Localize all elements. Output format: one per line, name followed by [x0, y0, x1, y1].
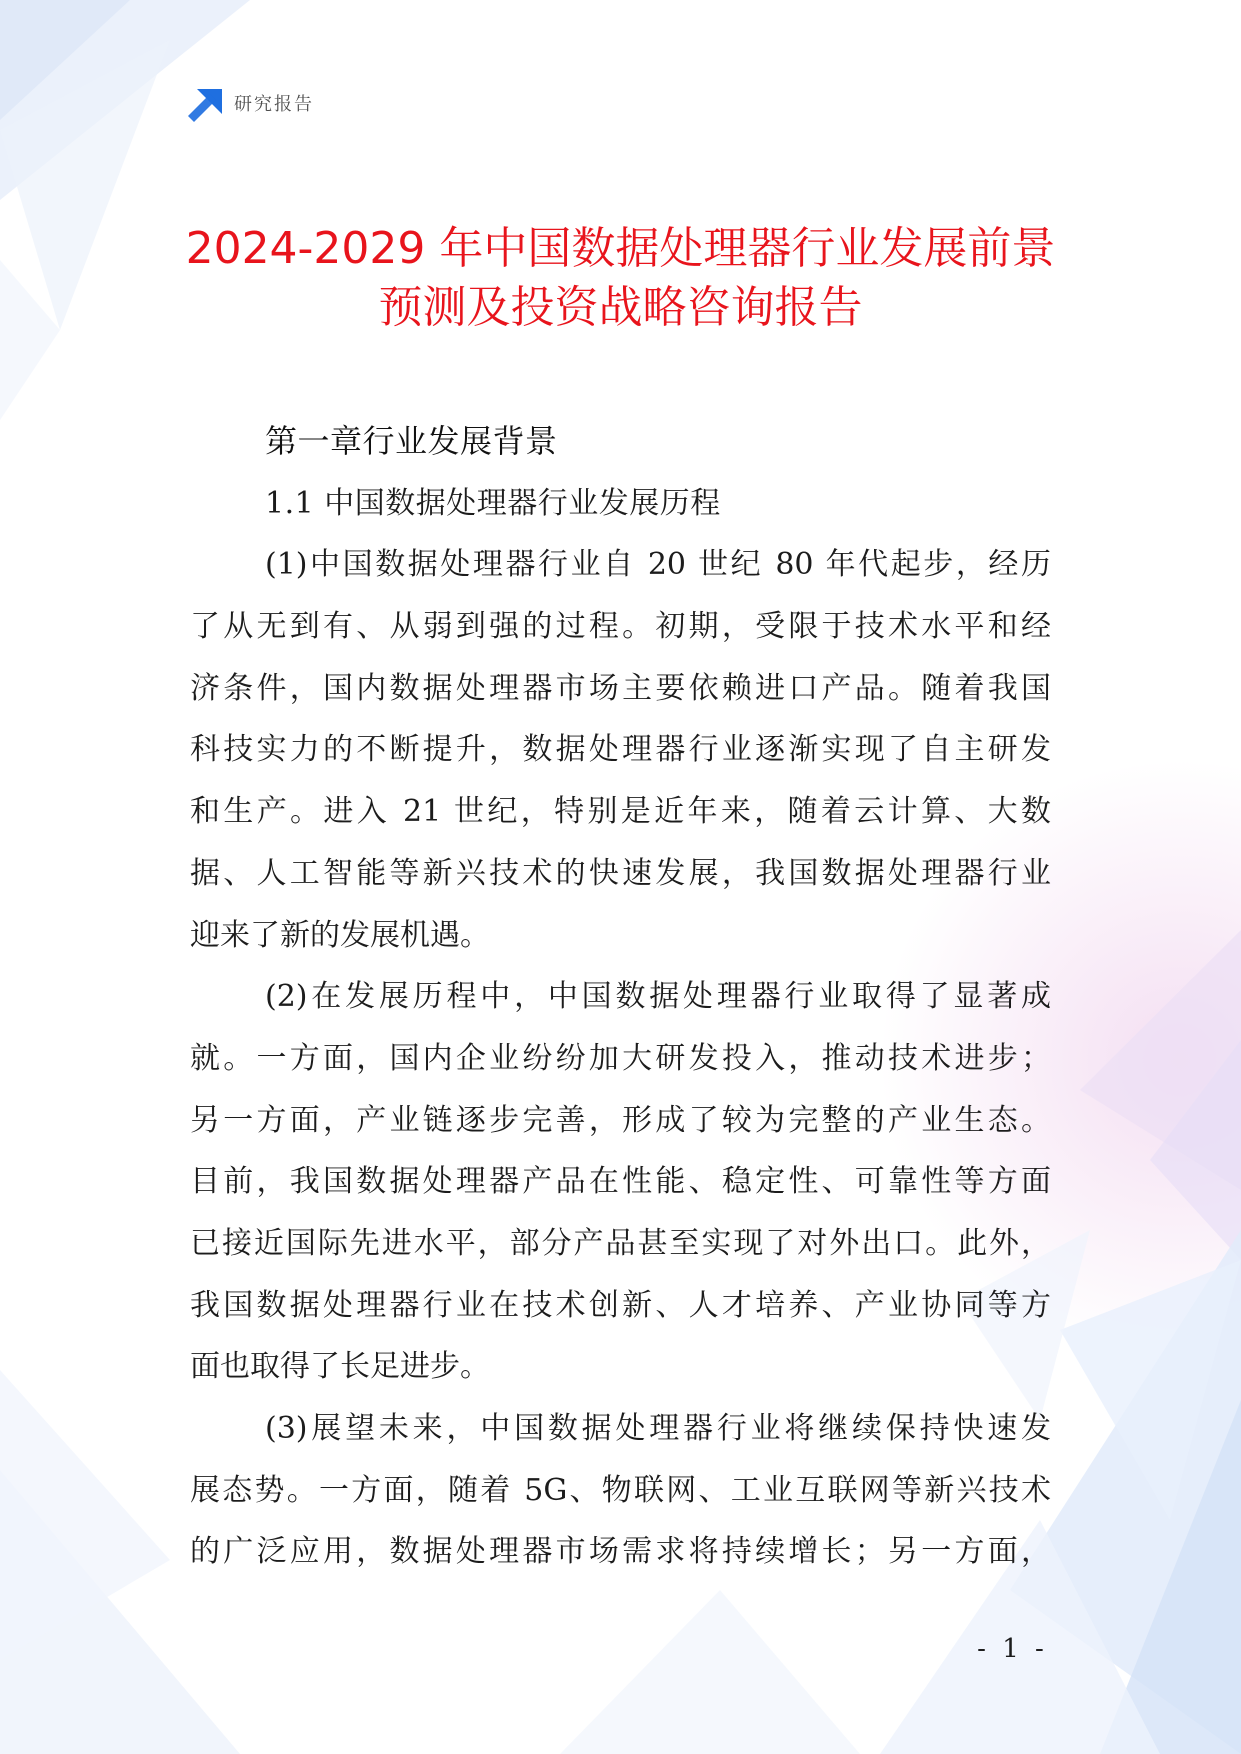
paragraph-line: 和生产。进入 21 世纪，特别是近年来，随着云计算、大数: [190, 794, 1051, 830]
report-title: [0, 219, 1241, 337]
paragraph-line: 另一方面，产业链逐步完善，形成了较为完整的产业生态。: [190, 1102, 1051, 1138]
paragraph-line: 面也取得了长足进步。: [190, 1349, 490, 1385]
header-label: 研究报告: [234, 94, 314, 115]
paragraph-line: (2)在发展历程中，中国数据处理器行业取得了显著成: [265, 979, 1051, 1015]
paragraph-line: 了从无到有、从弱到强的过程。初期，受限于技术水平和经: [190, 609, 1051, 645]
paragraph-line: (1)中国数据处理器行业自 20 世纪 80 年代起步，经历: [265, 547, 1051, 583]
paragraph-line: 就。一方面，国内企业纷纷加大研发投入，推动技术进步；: [190, 1040, 1051, 1076]
paragraph-line: 科技实力的不断提升，数据处理器行业逐渐实现了自主研发: [190, 732, 1051, 768]
paragraph-line: (3)展望未来，中国数据处理器行业将继续保持快速发: [265, 1411, 1051, 1446]
title-line: 2024-2029 年中国数据处理器行业发展前景: [185, 223, 1056, 274]
title-line: 预测及投资战略咨询报告: [378, 282, 863, 333]
document-body: [190, 411, 1051, 1583]
page-number: - 1 -: [977, 1634, 1048, 1664]
chapter-heading: 第一章行业发展背景: [265, 422, 558, 460]
paragraph: [190, 534, 1051, 966]
paragraph-line: 已接近国际先进水平，部分产品甚至实现了对外出口。此外，: [190, 1225, 1051, 1261]
report-header: [188, 88, 314, 122]
paragraph-line: 我国数据处理器行业在技术创新、人才培养、产业协同等方: [190, 1287, 1051, 1323]
paragraph-line: 迎来了新的发展机遇。: [190, 917, 490, 953]
paragraph-line: 济条件，国内数据处理器市场主要依赖进口产品。随着我国: [190, 670, 1051, 706]
section-heading: 1.1 中国数据处理器行业发展历程: [265, 485, 721, 521]
paragraph-line: 展态势。一方面，随着 5G、物联网、工业互联网等新兴技术: [190, 1472, 1051, 1508]
paragraph-line: 的广泛应用，数据处理器市场需求将持续增长；另一方面，: [190, 1534, 1051, 1570]
arrow-logo-icon: [188, 89, 222, 122]
paragraph-line: 目前，我国数据处理器产品在性能、稳定性、可靠性等方面: [190, 1164, 1051, 1200]
paragraph: [190, 1398, 1051, 1583]
paragraph-line: 据、人工智能等新兴技术的快速发展，我国数据处理器行业: [190, 855, 1051, 891]
paragraph: [190, 966, 1051, 1398]
